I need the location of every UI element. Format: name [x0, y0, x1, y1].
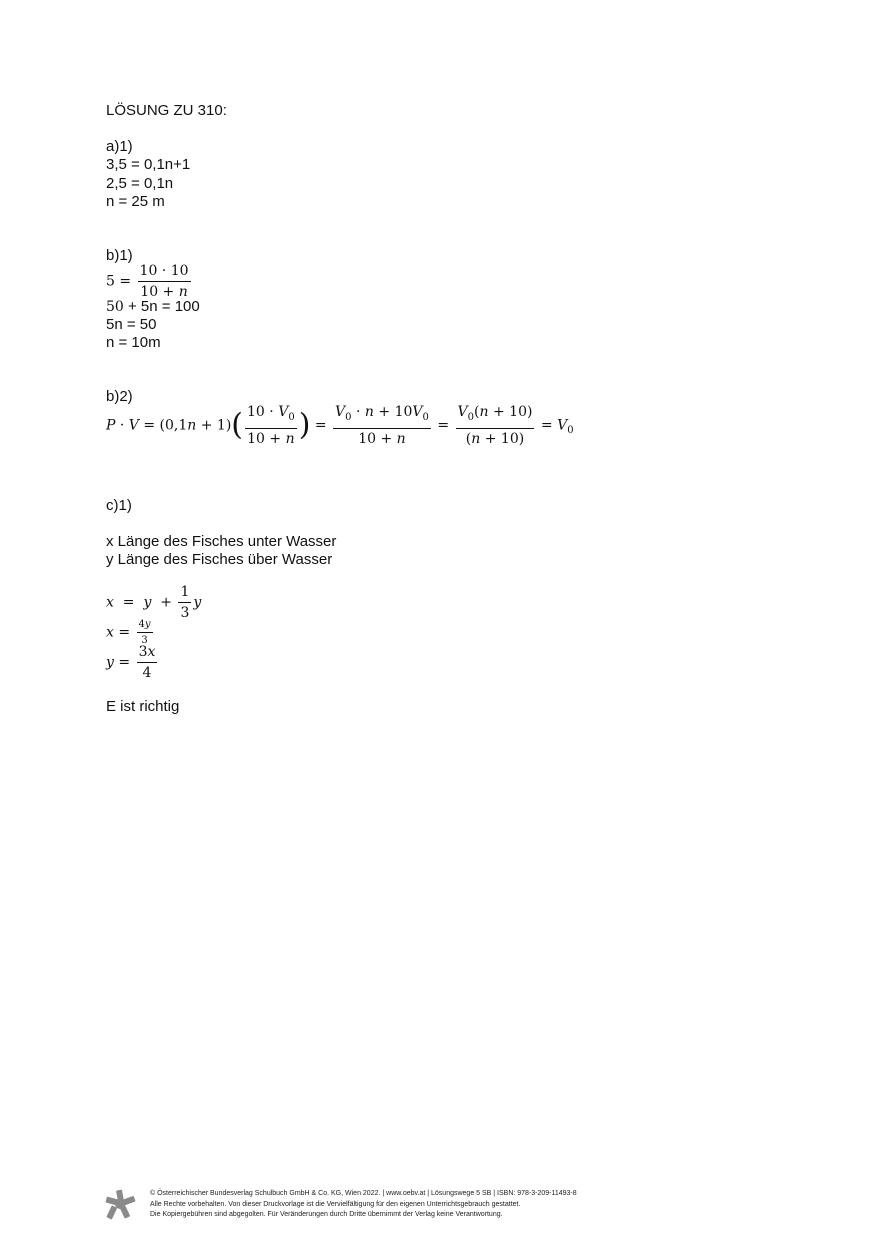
footer [150, 1189, 577, 1221]
b1-line-3: n = 10m [106, 334, 161, 351]
b1-eq-left: 5 = [106, 273, 132, 290]
c1-eq-1: x = y + $\frac{1}{3}$ y [106, 584, 202, 621]
a1-heading: a)1) [106, 138, 133, 155]
c1-eq-3: y = $\frac{3x}{4}$ [106, 644, 156, 681]
c1-heading: c)1) [106, 497, 132, 514]
footer-disclaimer: Die Kopiergebühren sind abgegolten. Für Veränderungen durch Dritte übernimmt der Verlag keine Verantwortung. [150, 1211, 503, 1218]
b1-line-1-math: 50 [106, 299, 124, 315]
c1-conclusion: E ist richtig [106, 698, 180, 715]
c1-eq-2: x = $\frac{4y}{3}$ [106, 619, 151, 646]
page-title: LÖSUNG ZU 310: [106, 102, 227, 119]
b1-line-2: 5n = 50 [106, 316, 157, 333]
b1-line-1-rest: + 5n = 100 [123, 298, 200, 315]
b1-heading: b)1) [106, 247, 133, 264]
b1-frac-num: 10 · 10 [138, 263, 191, 282]
a1-line-2: 2,5 = 0,1n [106, 175, 174, 192]
b1-line-1 [106, 298, 200, 316]
b1-equation [106, 263, 193, 300]
b2-heading: b)2) [106, 388, 133, 405]
footer-copyright: © Österreichischer Bundesverlag Schulbuch GmbH & Co. KG, Wien 2022. | www.oebv.at | Lösungswege 5 SB | ISBN: 978-3-209-11493-8 [150, 1190, 577, 1197]
c1-def-x: x Länge des Fisches unter Wasser [106, 533, 337, 550]
b1-fraction [138, 263, 191, 300]
oebv-logo-icon [104, 1188, 136, 1220]
a1-line-3: n = 25 m [106, 193, 165, 210]
a1-line-1: 3,5 = 0,1n+1 [106, 156, 191, 173]
footer-rights: Alle Rechte vorbehalten. Von dieser Druckvorlage ist die Vervielfältigung für den eigenen Unterrichtsgebrauch gestattet. [150, 1200, 521, 1208]
b2-equation: P · V = (0,1n + 1)( $\frac{10 \cdot V_0}{10 + n}$ ) = $\frac{V_0 \cdot n + 10V_0}{10 + n}$ = $\frac{V_0(n + 10)}{(n + 10)}$ = $V_0$ [106, 404, 574, 447]
b1-frac-den: 10 + n [140, 284, 188, 300]
c1-def-y: y Länge des Fisches über Wasser [106, 551, 333, 568]
